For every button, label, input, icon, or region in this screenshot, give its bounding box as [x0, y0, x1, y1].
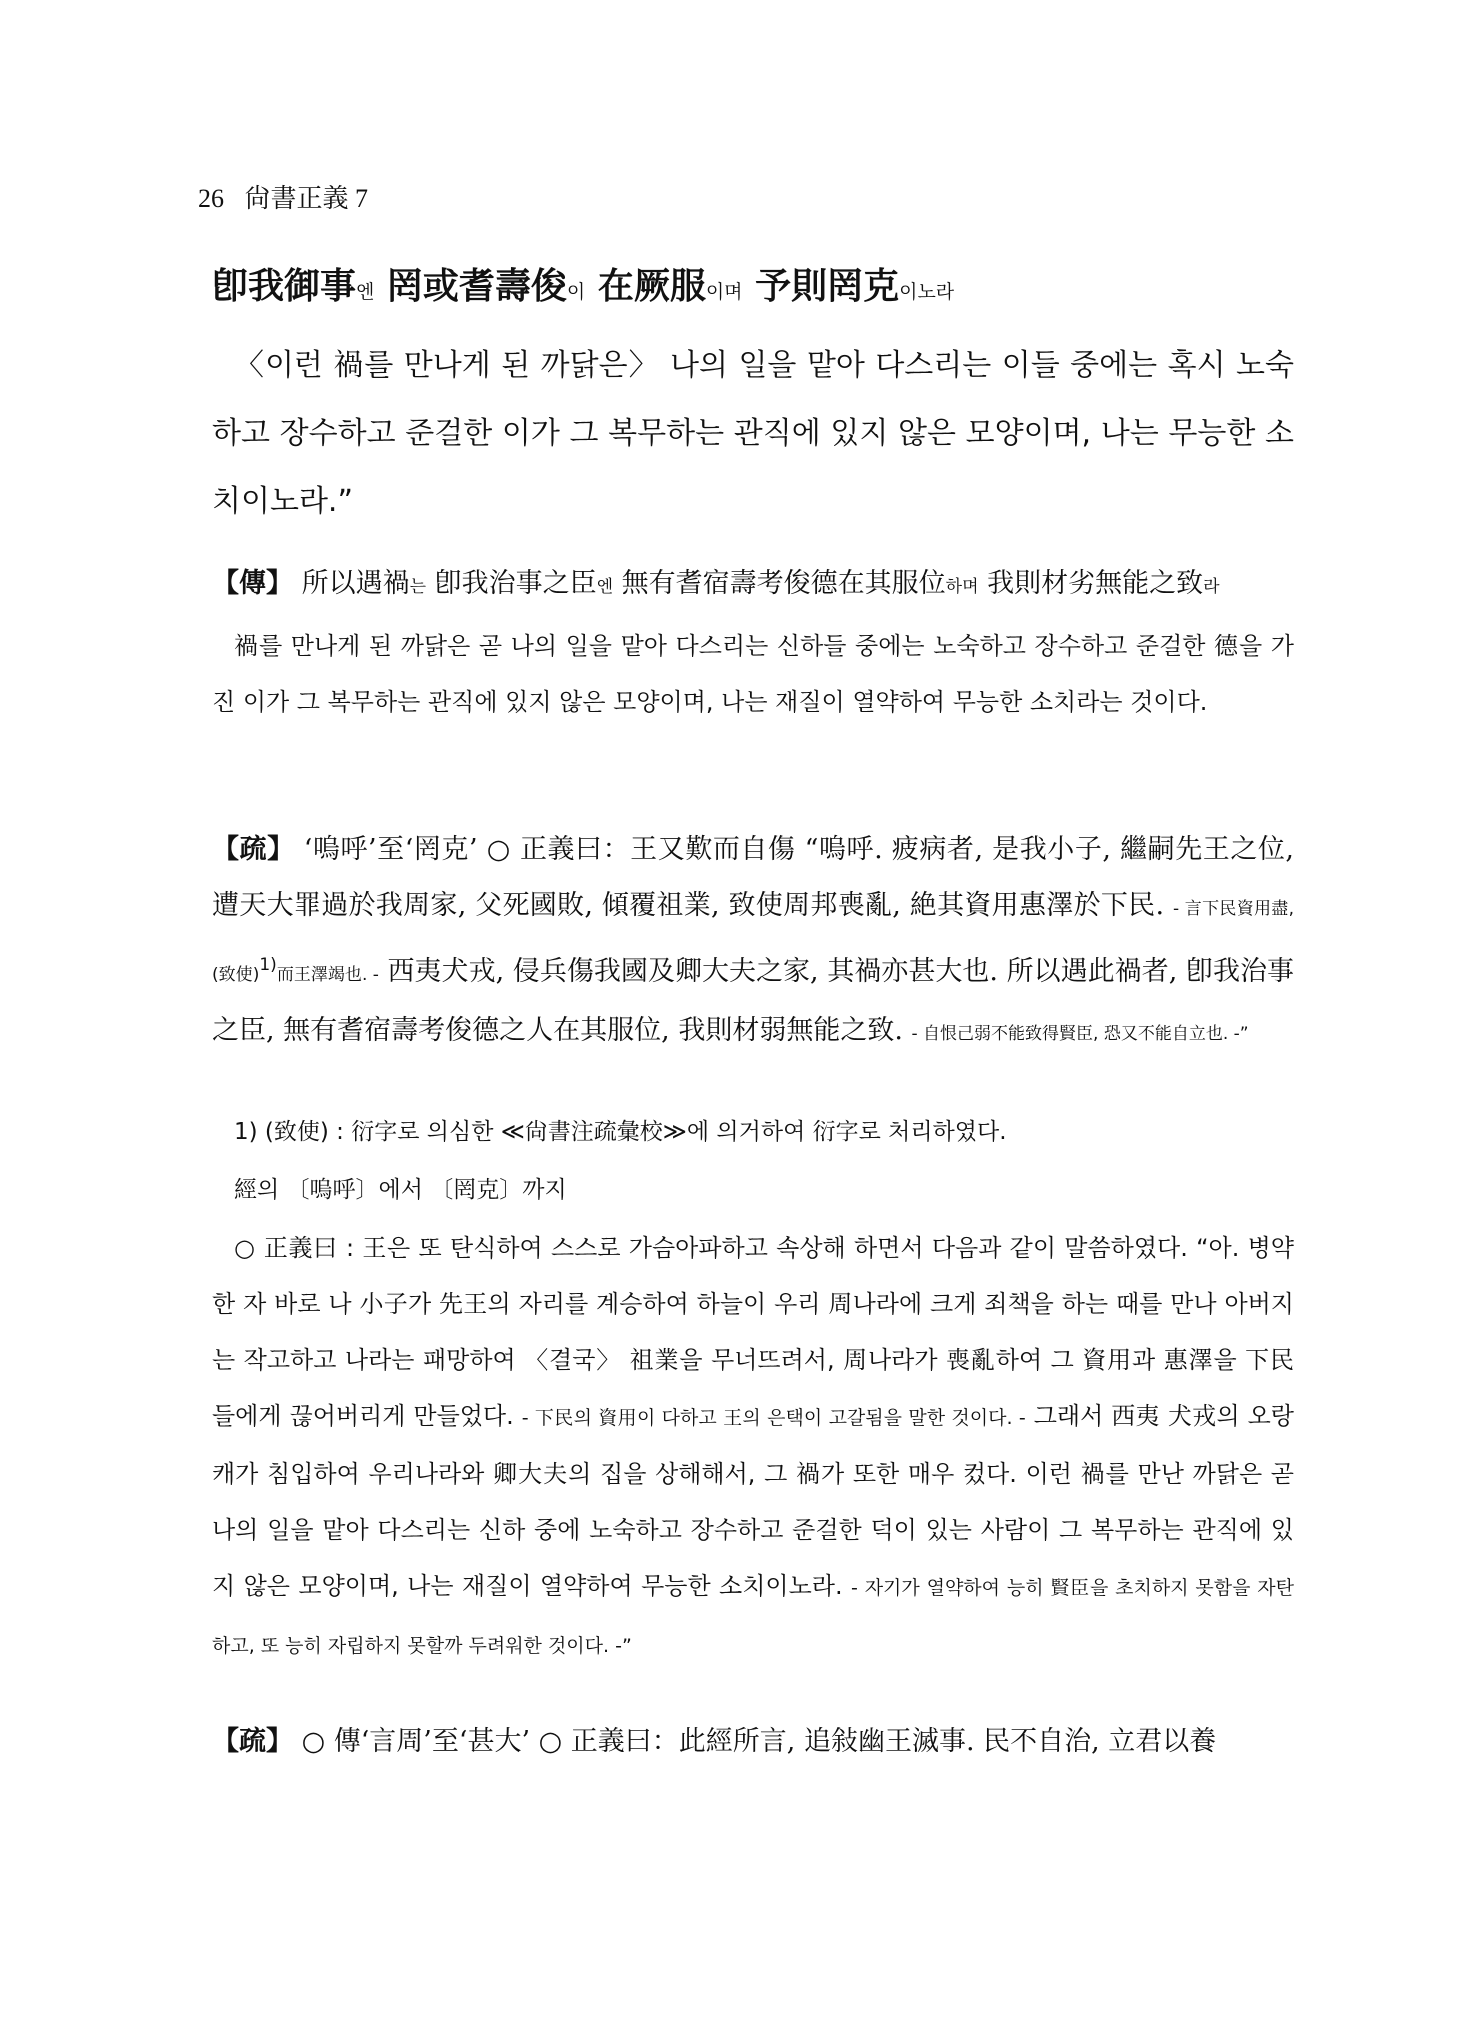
shu-translation-1: ○ 正義曰 : 王은 또 탄식하여 스스로 가슴아파하고 속상해 하면서 다음과 같이 말씀하였다. “아. 병약한 자 바로 나 小子가 先王의 자리를 계승하여 하늘이 우리 周나라에 크게 죄책을 하는 때를 만나 아버지는 작고하고 나라는 패망하여 〈결국〉 祖業을 무너뜨려서, 周나라가 喪亂하여 그 資用과 惠澤을 下民들에게 끊어버리게 만들었다. - 下民의 資用이 다하고 王의 은택이 고갈됨을 말한 것이다. - 그래서 西夷 犬戎의 오랑캐가 침입하여 우리나라와 卿大夫의 집을 상해해서, 그 禍가 또한 매우 컸다. 이런 禍를 만난 까닭은 곧 나의 일을 맡아 다스리는 신하 중에 노숙하고 장수하고 준걸한 덕이 있는 사람이 그 복무하는 관직에 있지 않은 모양이며, 나는 재질이 열약하여 무능한 소치이노라. - 자기가 열약하여 능히 賢臣을 초치하지 못함을 자탄하고, 또 능히 자립하지 못할까 두려워한 것이다. -” [212, 1234, 1294, 1657]
book-title: 尙書正義 7 [244, 184, 369, 213]
classic-translation: 〈이런 禍를 만나게 된 까닭은〉 나의 일을 맡아 다스리는 이들 중에는 혹시 노숙하고 장수하고 준걸한 이가 그 복무하는 관직에 있지 않은 모양이며, 나는 무능한 소치이노라.” [212, 348, 1294, 519]
zhuan-tag: 【傳】 [212, 568, 293, 599]
shu-commentary-2: 【疏】 ○ 傳‘言周’至‘甚大’ ○ 正義曰：此經所言, 追敍幽王滅事. 民不自治, 立君以養 [212, 1726, 1217, 1757]
classic-text-line: 卽我御事엔 罔或耆壽俊이 在厥服이며 予則罔克이노라 [212, 265, 955, 307]
shu-tag-2: 【疏】 [212, 1726, 293, 1757]
shu-translation-subhead: 經의 〔嗚呼〕에서 〔罔克〕까지 [234, 1177, 567, 1203]
running-header [198, 178, 368, 215]
zhuan-translation: 禍를 만나게 된 까닭은 곧 나의 일을 맡아 다스리는 신하들 중에는 노숙하고 장수하고 준걸한 德을 가진 이가 그 복무하는 관직에 있지 않은 모양이며, 나는 재질이 열약하여 무능한 소치라는 것이다. [212, 632, 1294, 716]
footnote-marker: 1) [259, 955, 277, 975]
footnote: 1) (致使) : 衍字로 의심한 ≪尙書注疏彙校≫에 의거하여 衍字로 처리하였다. [234, 1119, 1007, 1145]
page-number: 26 [198, 184, 224, 213]
zhuan-commentary: 【傳】 所以遇禍는 卽我治事之臣엔 無有耆宿壽考俊德在其服位하며 我則材劣無能之致라 [212, 568, 1220, 599]
shu-tag: 【疏】 [212, 834, 295, 865]
shu-commentary-1: 【疏】 ‘嗚呼’至‘罔克’ ○ 正義曰：王又歎而自傷 “嗚呼. 疲病者, 是我小子, 繼嗣先王之位, 遭天大罪過於我周家, 父死國敗, 傾覆祖業, 致使周邦喪亂, 絶其資用惠澤於下民. - 言下民資用盡, (致使)$^{1)}$而王澤竭也. - 西夷犬戎, 侵兵傷我國及卿大夫之家, 其禍亦甚大也. 所以遇此禍者, 卽我治事之臣, 無有耆宿壽考俊德之人在其服位, 我則材弱無能之致. - 自恨己弱不能致得賢臣, 恐又不能自立也. -” [212, 834, 1295, 1046]
